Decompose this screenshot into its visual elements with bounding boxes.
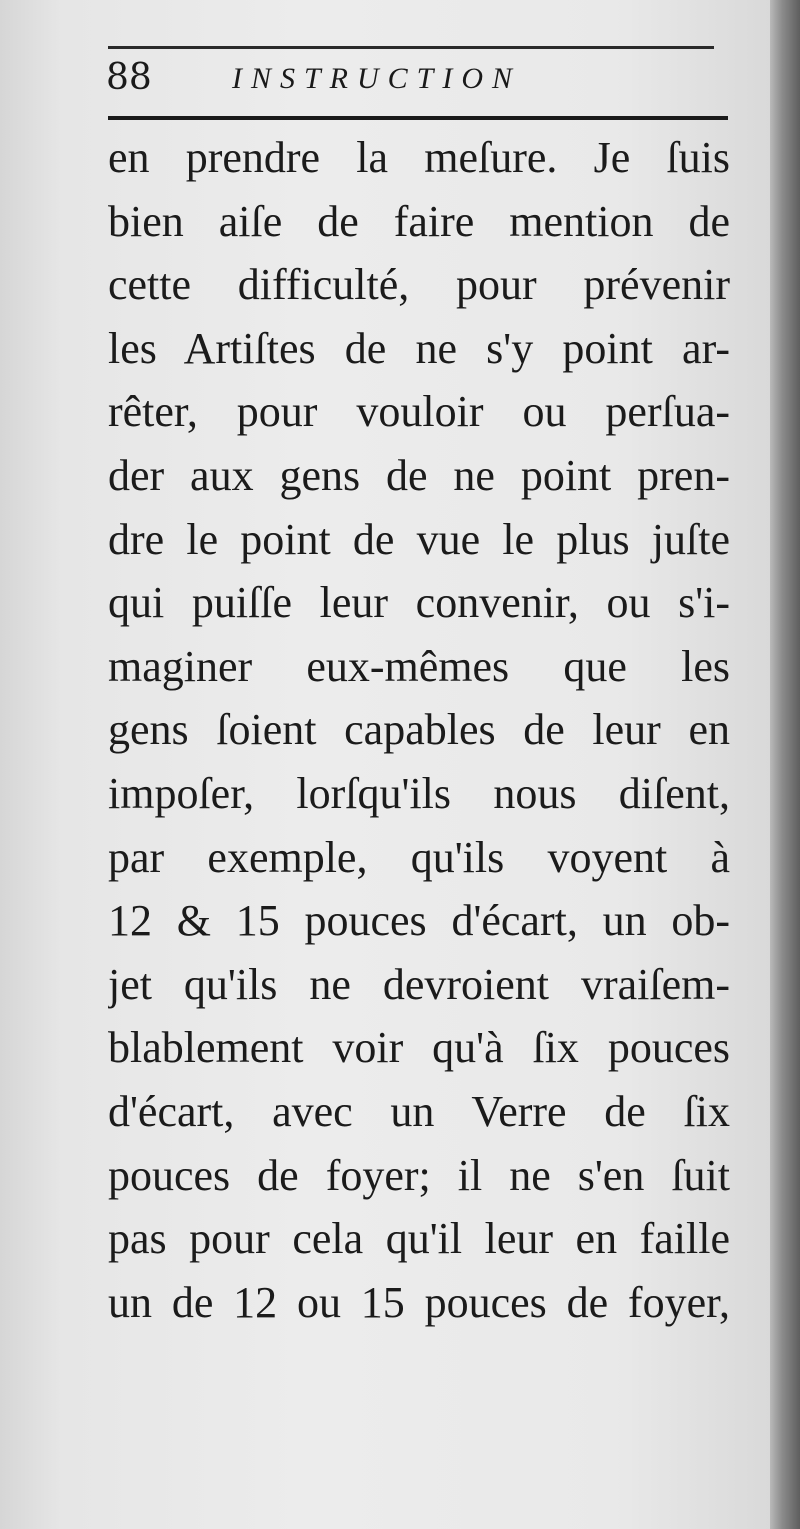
text-line: gens ſoient capables de leur en <box>108 705 730 755</box>
text-line: qui puiſſe leur convenir, ou s'i- <box>108 578 730 628</box>
text-line: bien aiſe de faire mention de <box>108 196 730 246</box>
page-number: 88 <box>106 57 152 98</box>
text-line: en prendre la meſure. Je ſuis <box>108 133 730 182</box>
text-line: jet qu'ils ne devroient vraiſem- <box>108 959 730 1009</box>
text-line: impoſer, lorſqu'ils nous diſent, <box>108 768 730 818</box>
text-line: dre le point de vue le plus juſte <box>108 514 730 564</box>
text-line: cette difficulté, pour prévenir <box>108 260 730 310</box>
running-head: INSTRUCTION <box>232 62 522 95</box>
text-line: par exemple, qu'ils voyent à <box>108 832 730 882</box>
text-line: d'écart, avec un Verre de ſix <box>108 1086 730 1136</box>
text-line: maginer eux-mêmes que les <box>108 641 730 691</box>
text-line: rêter, pour vouloir ou perſua- <box>108 387 730 437</box>
text-line: un de 12 ou 15 pouces de foyer, <box>108 1277 730 1327</box>
text-line: der aux gens de ne point pren- <box>108 450 730 500</box>
text-line: blablement voir qu'à ſix pouces <box>108 1023 730 1073</box>
header-rule-bottom <box>108 116 728 120</box>
text-line: 12 & 15 pouces d'écart, un ob- <box>108 896 730 946</box>
body-text <box>108 126 730 1334</box>
text-line: pas pour cela qu'il leur en faille <box>108 1214 730 1264</box>
header-rule-top <box>108 46 714 49</box>
text-line: les Artiſtes de ne s'y point ar- <box>108 323 730 373</box>
text-line: pouces de foyer; il ne s'en ſuit <box>108 1150 730 1200</box>
page-gutter-shadow <box>770 0 800 1529</box>
